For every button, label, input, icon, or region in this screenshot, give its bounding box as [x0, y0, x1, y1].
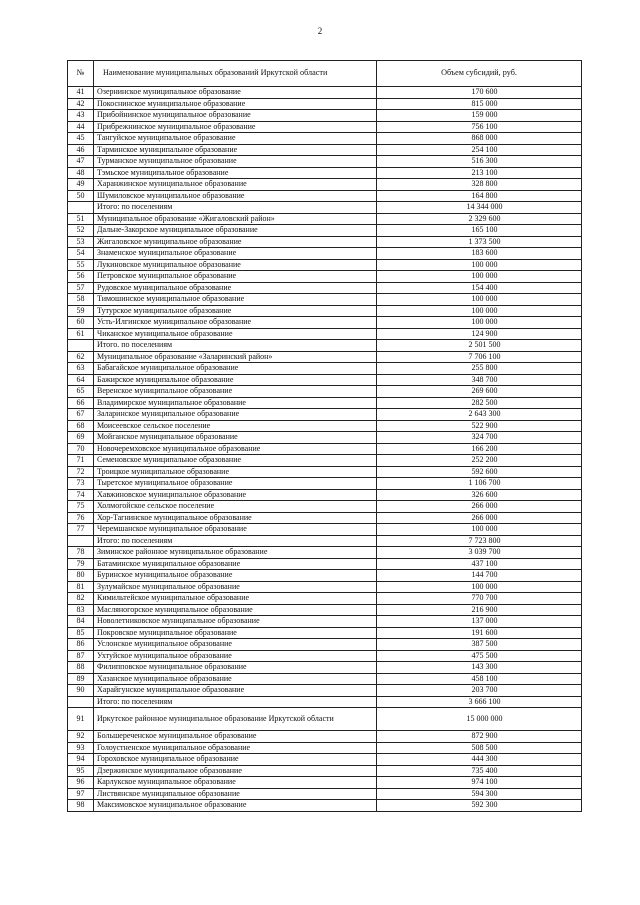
row-number: 78 [68, 547, 94, 559]
table-row [68, 616, 582, 628]
table-row [68, 409, 582, 421]
table-row [68, 156, 582, 168]
row-number: 64 [68, 374, 94, 386]
subsidy-amount: 14 344 000 [377, 202, 582, 214]
municipality-name: Черемшанское муниципальное образование [94, 524, 377, 536]
municipality-name: Жигаловское муниципальное образование [94, 236, 377, 248]
subsidy-amount: 592 600 [377, 466, 582, 478]
row-number: 66 [68, 397, 94, 409]
municipality-name: Усть-Илгинское муниципальное образование [94, 317, 377, 329]
table-row [68, 685, 582, 697]
table-row [68, 524, 582, 536]
subsidy-amount: 100 000 [377, 317, 582, 329]
subtotal-row [68, 202, 582, 214]
table-row [68, 167, 582, 179]
municipality-name: Новочеремховское муниципальное образование [94, 443, 377, 455]
municipality-name: Лукиновское муниципальное образование [94, 259, 377, 271]
subsidy-amount: 100 000 [377, 259, 582, 271]
row-number [68, 535, 94, 547]
row-number: 90 [68, 685, 94, 697]
subsidy-amount: 15 000 000 [377, 708, 582, 731]
table-row [68, 581, 582, 593]
row-number: 42 [68, 98, 94, 110]
table-row [68, 282, 582, 294]
row-number: 81 [68, 581, 94, 593]
row-number: 53 [68, 236, 94, 248]
municipality-name: Карлукское муниципальное образование [94, 777, 377, 789]
row-number: 61 [68, 328, 94, 340]
table-row [68, 133, 582, 145]
subsidy-amount: 2 501 500 [377, 340, 582, 352]
subsidy-amount: 592 300 [377, 800, 582, 812]
table-row [68, 110, 582, 122]
table-row [68, 236, 582, 248]
row-number: 83 [68, 604, 94, 616]
municipality-name: Чиканское муниципальное образование [94, 328, 377, 340]
subsidy-amount: 594 300 [377, 788, 582, 800]
municipality-name: Буринское муниципальное образование [94, 570, 377, 582]
subsidy-amount: 872 900 [377, 731, 582, 743]
row-number: 46 [68, 144, 94, 156]
subsidy-amount: 868 000 [377, 133, 582, 145]
municipality-name: Турманское муниципальное образование [94, 156, 377, 168]
row-number: 77 [68, 524, 94, 536]
subsidy-amount: 522 900 [377, 420, 582, 432]
table-row [68, 351, 582, 363]
table-header-row [68, 61, 582, 87]
municipality-name: Хор-Тагнинское муниципальное образование [94, 512, 377, 524]
municipality-name: Голоустненское муниципальное образование [94, 742, 377, 754]
subsidy-amount: 974 100 [377, 777, 582, 789]
subsidy-amount: 324 700 [377, 432, 582, 444]
row-number: 79 [68, 558, 94, 570]
header-number: № [68, 61, 94, 87]
page-number: 2 [317, 26, 323, 36]
row-number: 45 [68, 133, 94, 145]
subsidy-amount: 252 200 [377, 455, 582, 467]
row-number: 56 [68, 271, 94, 283]
row-number: 92 [68, 731, 94, 743]
municipality-name: Ухтуйское муниципальное образование [94, 650, 377, 662]
row-number: 68 [68, 420, 94, 432]
table-row [68, 593, 582, 605]
municipality-name: Знаменское муниципальное образование [94, 248, 377, 260]
table-row [68, 144, 582, 156]
municipality-name: Шумиловское муниципальное образование [94, 190, 377, 202]
municipality-name: Харанжинское муниципальное образование [94, 179, 377, 191]
row-number: 84 [68, 616, 94, 628]
municipality-name: Итого. по поселениям [94, 340, 377, 352]
row-number: 71 [68, 455, 94, 467]
municipality-name: Филипповское муниципальное образование [94, 662, 377, 674]
municipality-name: Озернинское муниципальное образование [94, 87, 377, 99]
subsidy-amount: 159 000 [377, 110, 582, 122]
subsidy-amount: 191 600 [377, 627, 582, 639]
row-number: 82 [68, 593, 94, 605]
subsidy-amount: 203 700 [377, 685, 582, 697]
subsidy-amount: 213 100 [377, 167, 582, 179]
subsidy-amount: 458 100 [377, 673, 582, 685]
subsidy-amount: 7 706 100 [377, 351, 582, 363]
municipality-name: Максимовское муниципальное образование [94, 800, 377, 812]
table-row [68, 317, 582, 329]
table-row [68, 742, 582, 754]
municipality-name: Муниципальное образование «Заларинский район» [94, 351, 377, 363]
subsidy-amount: 516 300 [377, 156, 582, 168]
subsidy-amount: 137 000 [377, 616, 582, 628]
table-row [68, 179, 582, 191]
table-row [68, 547, 582, 559]
row-number: 80 [68, 570, 94, 582]
table-row [68, 190, 582, 202]
municipality-name: Кимильтейское муниципальное образование [94, 593, 377, 605]
municipality-name: Рудовское муниципальное образование [94, 282, 377, 294]
municipality-name: Мойганское муниципальное образование [94, 432, 377, 444]
table-row [68, 639, 582, 651]
municipality-name: Харайгунское муниципальное образование [94, 685, 377, 697]
header-municipality-name: Наименование муниципальных образований Иркутской области [94, 61, 377, 87]
table-row [68, 443, 582, 455]
subsidy-amount: 170 600 [377, 87, 582, 99]
municipality-name: Муниципальное образование «Жигаловский район» [94, 213, 377, 225]
subsidy-amount: 7 723 800 [377, 535, 582, 547]
municipality-name: Тэмьское муниципальное образование [94, 167, 377, 179]
table-row [68, 604, 582, 616]
table-row [68, 512, 582, 524]
municipality-name: Тарминское муниципальное образование [94, 144, 377, 156]
table-row [68, 662, 582, 674]
table-body [68, 87, 582, 812]
table-row [68, 432, 582, 444]
row-number: 70 [68, 443, 94, 455]
table-row [68, 777, 582, 789]
municipality-name: Бажирское муниципальное образование [94, 374, 377, 386]
table-row [68, 788, 582, 800]
municipality-name: Тангуйское муниципальное образование [94, 133, 377, 145]
subsidy-amount: 100 000 [377, 581, 582, 593]
subsidy-amount: 100 000 [377, 271, 582, 283]
row-number [68, 340, 94, 352]
municipality-name: Покровское муниципальное образование [94, 627, 377, 639]
municipality-name: Масляногорское муниципальное образование [94, 604, 377, 616]
subsidy-amount: 326 600 [377, 489, 582, 501]
municipality-name: Большереченское муниципальное образование [94, 731, 377, 743]
row-number: 55 [68, 259, 94, 271]
row-number: 91 [68, 708, 94, 731]
row-number: 74 [68, 489, 94, 501]
row-number: 76 [68, 512, 94, 524]
subtotal-row [68, 535, 582, 547]
subsidy-amount: 2 329 600 [377, 213, 582, 225]
row-number: 67 [68, 409, 94, 421]
subsidy-table [67, 60, 582, 812]
municipality-name: Хавжиновское муниципальное образование [94, 489, 377, 501]
table-row [68, 765, 582, 777]
row-number: 58 [68, 294, 94, 306]
row-number: 85 [68, 627, 94, 639]
row-number [68, 202, 94, 214]
row-number: 69 [68, 432, 94, 444]
municipality-name: Тутурское муниципальное образование [94, 305, 377, 317]
subsidy-amount: 2 643 300 [377, 409, 582, 421]
table-row [68, 121, 582, 133]
municipality-name: Веренское муниципальное образование [94, 386, 377, 398]
subsidy-amount: 124 900 [377, 328, 582, 340]
table-row [68, 225, 582, 237]
municipality-name: Холмогойское сельское поселение [94, 501, 377, 513]
subsidy-amount: 266 000 [377, 512, 582, 524]
table-row [68, 627, 582, 639]
subsidy-amount: 254 100 [377, 144, 582, 156]
table-row [68, 363, 582, 375]
table-row [68, 558, 582, 570]
row-number: 89 [68, 673, 94, 685]
subsidy-amount: 164 800 [377, 190, 582, 202]
subsidy-amount: 3 666 100 [377, 696, 582, 708]
table-row [68, 386, 582, 398]
row-number: 43 [68, 110, 94, 122]
municipality-name: Заларинское муниципальное образование [94, 409, 377, 421]
row-number: 57 [68, 282, 94, 294]
row-number: 49 [68, 179, 94, 191]
subsidy-amount: 165 100 [377, 225, 582, 237]
row-number: 63 [68, 363, 94, 375]
subsidy-amount: 154 400 [377, 282, 582, 294]
row-number: 52 [68, 225, 94, 237]
municipality-name: Бабагайское муниципальное образование [94, 363, 377, 375]
municipality-name: Итого: по поселениям [94, 202, 377, 214]
subsidy-amount: 282 500 [377, 397, 582, 409]
municipality-name: Покоснинское муниципальное образование [94, 98, 377, 110]
table-row [68, 455, 582, 467]
row-number: 60 [68, 317, 94, 329]
municipality-name: Иркутское районное муниципальное образование Иркутской области [94, 708, 377, 731]
row-number: 97 [68, 788, 94, 800]
table-row [68, 478, 582, 490]
row-number: 41 [68, 87, 94, 99]
row-number: 62 [68, 351, 94, 363]
table-row [68, 374, 582, 386]
subsidy-amount: 815 000 [377, 98, 582, 110]
subsidy-amount: 144 700 [377, 570, 582, 582]
row-number: 48 [68, 167, 94, 179]
table-row [68, 259, 582, 271]
table-row [68, 397, 582, 409]
row-number: 47 [68, 156, 94, 168]
subtotal-row [68, 340, 582, 352]
subsidy-amount: 735 400 [377, 765, 582, 777]
municipality-name: Тимошинское муниципальное образование [94, 294, 377, 306]
table-row [68, 650, 582, 662]
subsidy-amount: 183 600 [377, 248, 582, 260]
table-row [68, 731, 582, 743]
table-row [68, 489, 582, 501]
subsidy-amount: 1 106 700 [377, 478, 582, 490]
subsidy-amount: 3 039 700 [377, 547, 582, 559]
subsidy-amount: 266 000 [377, 501, 582, 513]
table-row [68, 98, 582, 110]
subsidy-amount: 100 000 [377, 305, 582, 317]
row-number: 59 [68, 305, 94, 317]
table-row [68, 800, 582, 812]
subsidy-amount: 348 700 [377, 374, 582, 386]
subsidy-amount: 143 300 [377, 662, 582, 674]
municipality-name: Прибойнинское муниципальное образование [94, 110, 377, 122]
subsidy-amount: 475 500 [377, 650, 582, 662]
row-number: 87 [68, 650, 94, 662]
row-number: 72 [68, 466, 94, 478]
row-number: 65 [68, 386, 94, 398]
municipality-name: Семеновское муниципальное образование [94, 455, 377, 467]
subsidy-amount: 100 000 [377, 294, 582, 306]
table-row [68, 213, 582, 225]
subsidy-amount: 508 500 [377, 742, 582, 754]
subsidy-amount: 387 500 [377, 639, 582, 651]
table-row [68, 754, 582, 766]
row-number [68, 696, 94, 708]
subsidy-amount: 770 700 [377, 593, 582, 605]
row-number: 88 [68, 662, 94, 674]
subsidy-amount: 166 200 [377, 443, 582, 455]
municipality-name: Итого: по поселениям [94, 696, 377, 708]
header-subsidy-amount: Объем субсидий, руб. [377, 61, 582, 87]
subsidy-amount: 328 800 [377, 179, 582, 191]
municipality-name: Прибрежнинское муниципальное образование [94, 121, 377, 133]
municipality-name: Хазанское муниципальное образование [94, 673, 377, 685]
row-number: 95 [68, 765, 94, 777]
municipality-name: Батаминское муниципальное образование [94, 558, 377, 570]
subsidy-amount: 1 373 500 [377, 236, 582, 248]
subsidy-amount: 437 100 [377, 558, 582, 570]
subsidy-amount: 255 800 [377, 363, 582, 375]
row-number: 96 [68, 777, 94, 789]
row-number: 75 [68, 501, 94, 513]
subtotal-row [68, 696, 582, 708]
subsidy-amount: 269 600 [377, 386, 582, 398]
municipality-name: Владимирское муниципальное образование [94, 397, 377, 409]
municipality-name: Дальне-Закорское муниципальное образование [94, 225, 377, 237]
row-number: 94 [68, 754, 94, 766]
municipality-name: Листвянское муниципальное образование [94, 788, 377, 800]
municipality-name: Новолетниковское муниципальное образование [94, 616, 377, 628]
municipality-name: Дзержинское муниципальное образование [94, 765, 377, 777]
municipality-name: Зиминское районное муниципальное образование [94, 547, 377, 559]
municipality-name: Тыретское муниципальное образование [94, 478, 377, 490]
table-row [68, 501, 582, 513]
row-number: 86 [68, 639, 94, 651]
row-number: 93 [68, 742, 94, 754]
row-number: 98 [68, 800, 94, 812]
table-row [68, 271, 582, 283]
table-row [68, 708, 582, 731]
table-row [68, 570, 582, 582]
subsidy-amount: 444 300 [377, 754, 582, 766]
municipality-name: Петровское муниципальное образование [94, 271, 377, 283]
municipality-name: Итого: по поселениям [94, 535, 377, 547]
table-row [68, 87, 582, 99]
municipality-name: Троицкое муниципальное образование [94, 466, 377, 478]
table-row [68, 466, 582, 478]
table-row [68, 420, 582, 432]
table-row [68, 294, 582, 306]
table-row [68, 673, 582, 685]
municipality-name: Зулумайское муниципальное образование [94, 581, 377, 593]
row-number: 51 [68, 213, 94, 225]
row-number: 44 [68, 121, 94, 133]
municipality-name: Моисеевское сельское поселение [94, 420, 377, 432]
row-number: 54 [68, 248, 94, 260]
subsidy-amount: 100 000 [377, 524, 582, 536]
subsidy-amount: 756 100 [377, 121, 582, 133]
row-number: 50 [68, 190, 94, 202]
subsidy-amount: 216 900 [377, 604, 582, 616]
row-number: 73 [68, 478, 94, 490]
table-row [68, 305, 582, 317]
municipality-name: Гороховское муниципальное образование [94, 754, 377, 766]
table-row [68, 248, 582, 260]
table-row [68, 328, 582, 340]
municipality-name: Услонское муниципальное образование [94, 639, 377, 651]
